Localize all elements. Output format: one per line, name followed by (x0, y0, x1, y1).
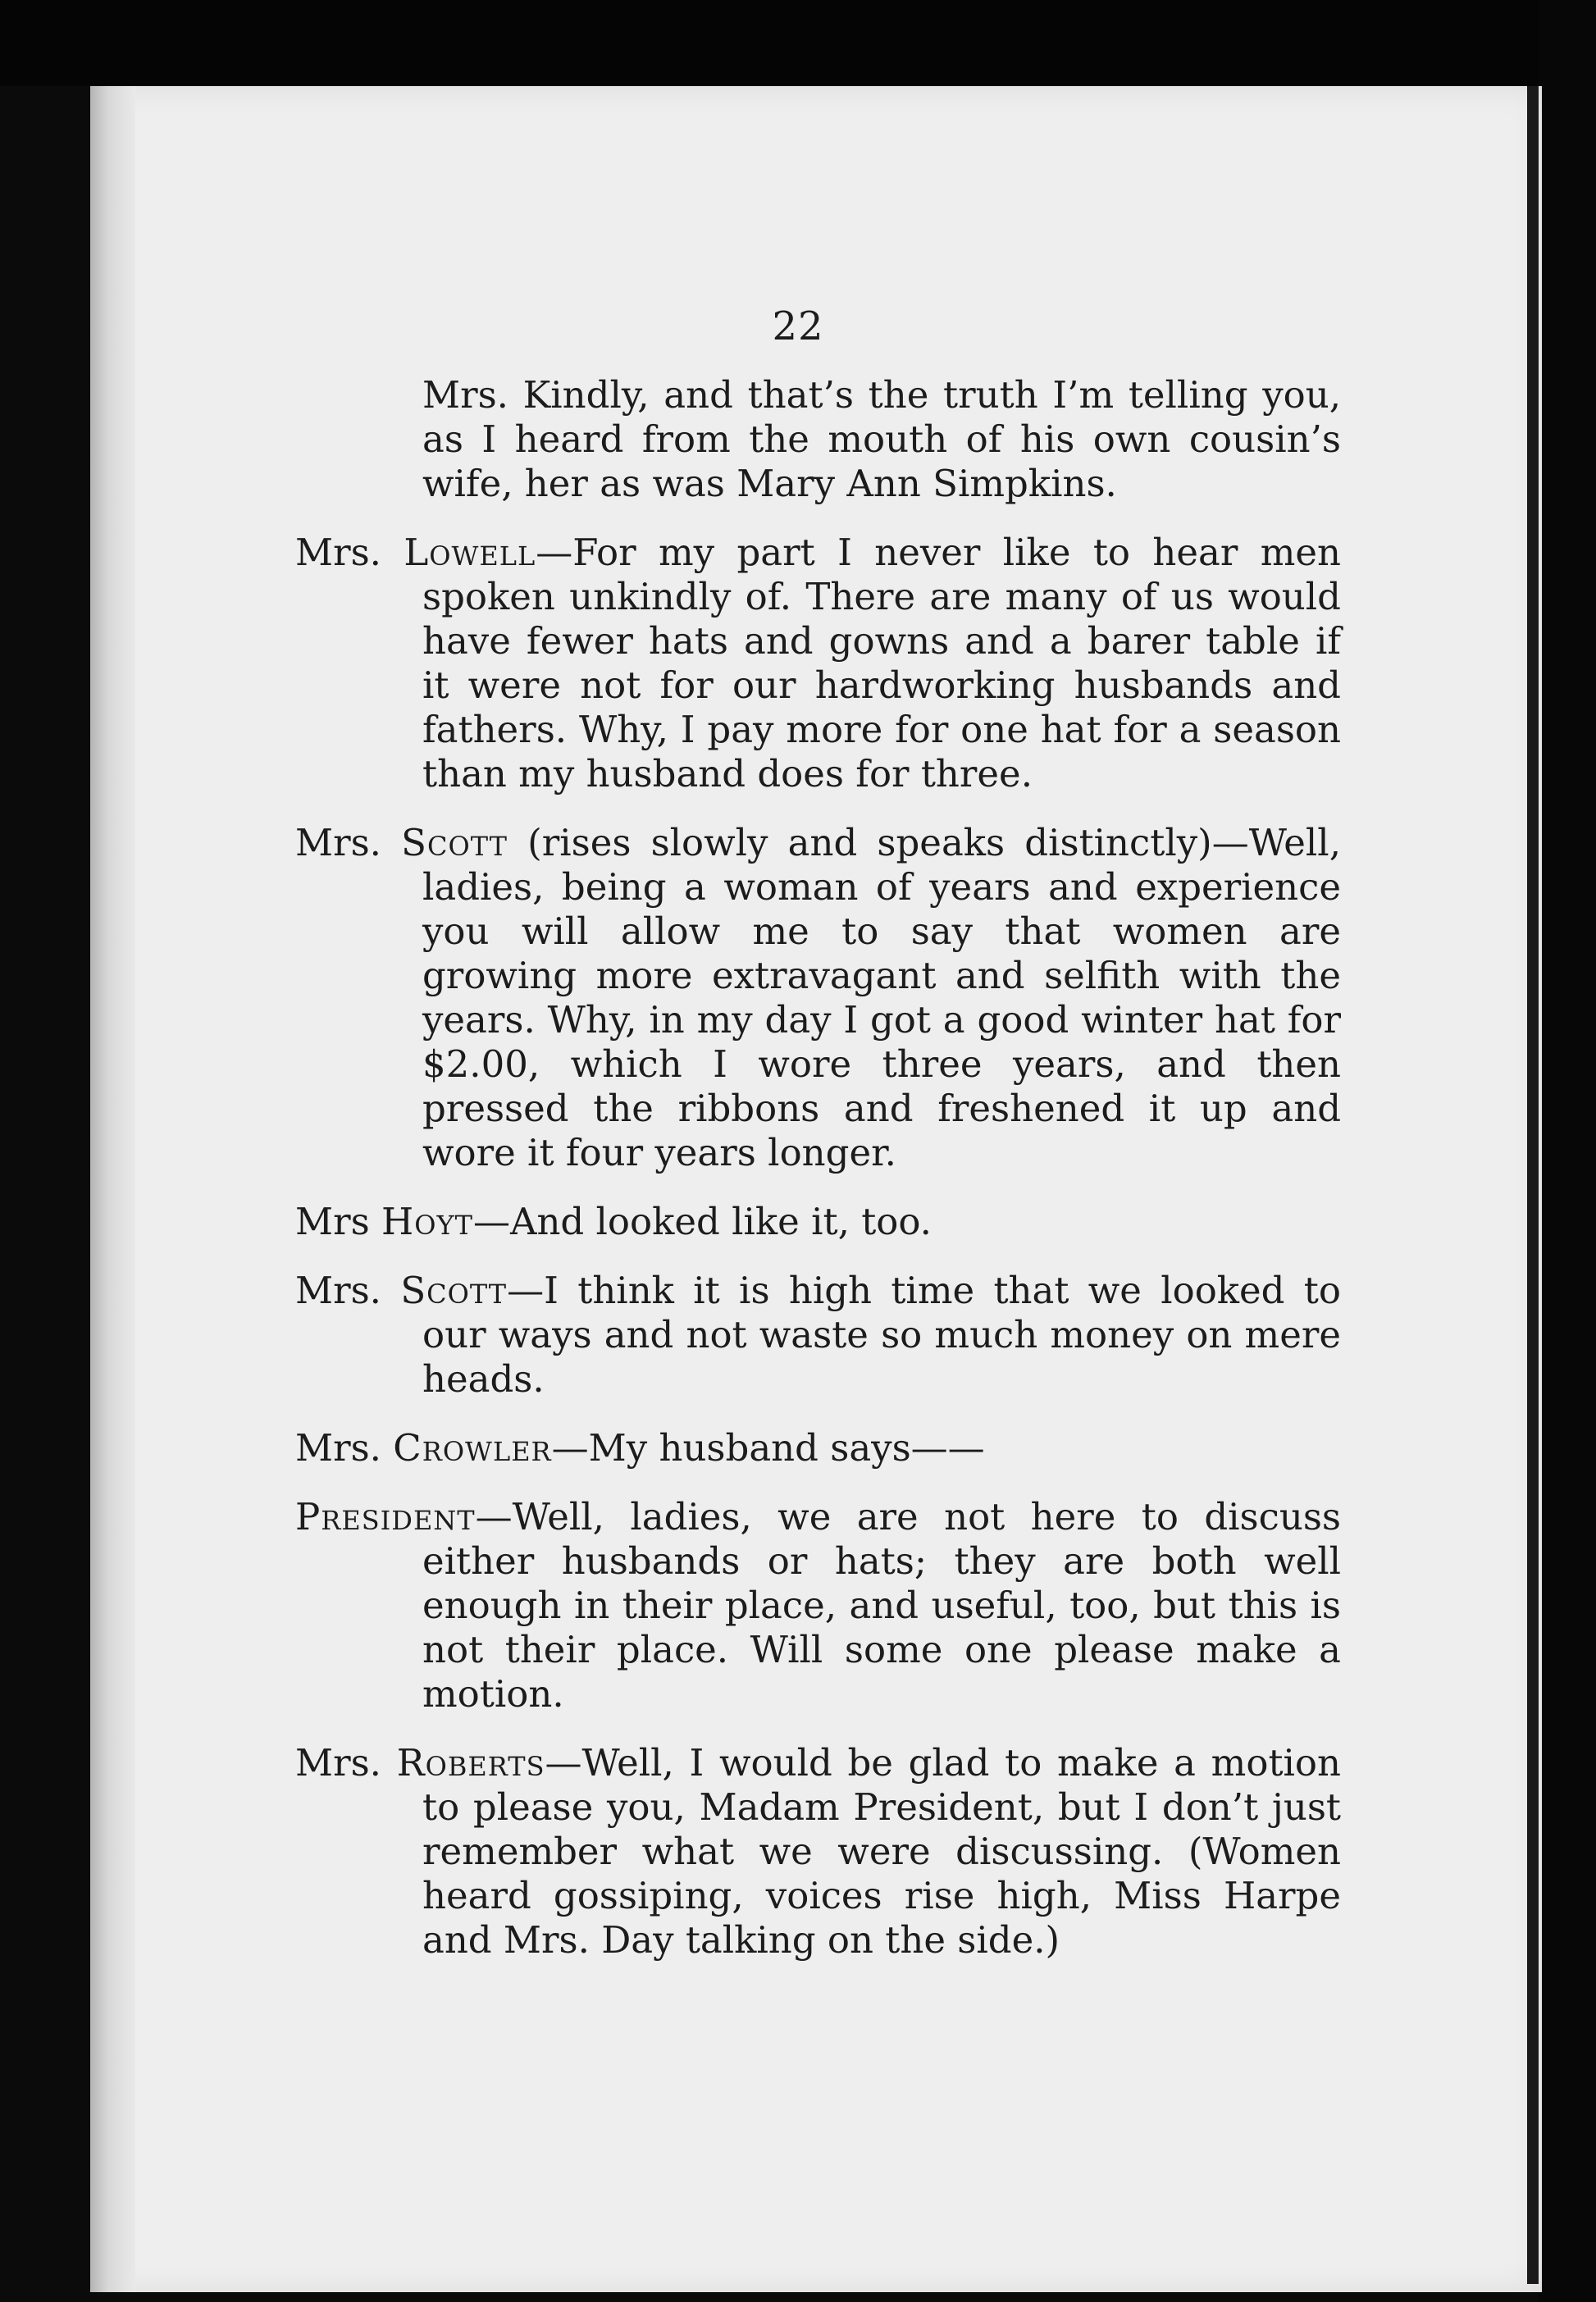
speaker-prefix: Mrs. (295, 821, 402, 864)
paragraph-text: —Well, I would be glad to make a motion to please you, Madam President, but I don’t just remember what we were discussing. (Women heard gossiping, voices rise high, Miss Harpe and Mrs. Day talking on the side.) (422, 1741, 1341, 1962)
dialogue-paragraph (295, 1200, 1341, 1244)
dialogue-paragraph (295, 1495, 1341, 1716)
speaker-name: Scott (401, 821, 508, 864)
page-text (295, 373, 1341, 1987)
paragraph-text: —Well, ladies, we are not here to discuss either husbands or hats; they are both well enough in their place, and useful, too, but this is not their place. Will some one please make a motion. (422, 1495, 1341, 1716)
speaker-name: Lowell (404, 531, 536, 574)
paragraph-text: (rises slowly and speaks distinctly)—Well, ladies, being a woman of years and experience you will allow me to say that women are growing more extravagant and selfith with the years. Why, in my day I got a good winter hat for $2.00, which I wore three years, and then pressed the ribbons and freshened it up and wore it four years longer. (422, 821, 1341, 1174)
page-number: 22 (772, 303, 824, 349)
speaker-name: Roberts (396, 1741, 545, 1785)
paragraph-continuation (295, 373, 1341, 506)
speaker-name: Scott (400, 1269, 508, 1312)
dialogue-paragraph (295, 1269, 1341, 1402)
dialogue-paragraph (295, 531, 1341, 796)
scan-background-top (0, 0, 1596, 86)
book-spine-edge (1527, 86, 1539, 2284)
paragraph-text: —And looked like it, too. (472, 1200, 932, 1243)
paragraph-text: —I think it is high time that we looked to our ways and not waste so much money on mere heads. (422, 1269, 1341, 1401)
speaker-name: Crowler (393, 1426, 552, 1470)
speaker-prefix: Mrs. (295, 1426, 394, 1470)
speaker-prefix: Mrs. (295, 1269, 401, 1312)
speaker-name: Hoyt (381, 1200, 473, 1243)
dialogue-paragraph (295, 1741, 1341, 1962)
page-binding-shadow (90, 86, 135, 2292)
speaker-prefix: Mrs. (295, 531, 404, 574)
speaker-prefix: Mrs. (295, 1741, 397, 1785)
paragraph-text: Mrs. Kindly, and that’s the truth I’m telling you, as I heard from the mouth of his own cousin’s wife, her as was Mary Ann Simpkins. (422, 373, 1341, 505)
dialogue-paragraph (295, 1426, 1341, 1470)
speaker-name: President (295, 1495, 476, 1538)
dialogue-paragraph (295, 821, 1341, 1175)
paragraph-text: —For my part I never like to hear men spoken unkindly of. There are many of us would have fewer hats and gowns and a barer table if it were not for our hardworking husbands and fathers. Why, I pay more for one hat for a season than my husband does for three. (422, 531, 1342, 795)
paragraph-text: —My husband says—— (551, 1426, 985, 1470)
speaker-prefix: Mrs (295, 1200, 381, 1243)
